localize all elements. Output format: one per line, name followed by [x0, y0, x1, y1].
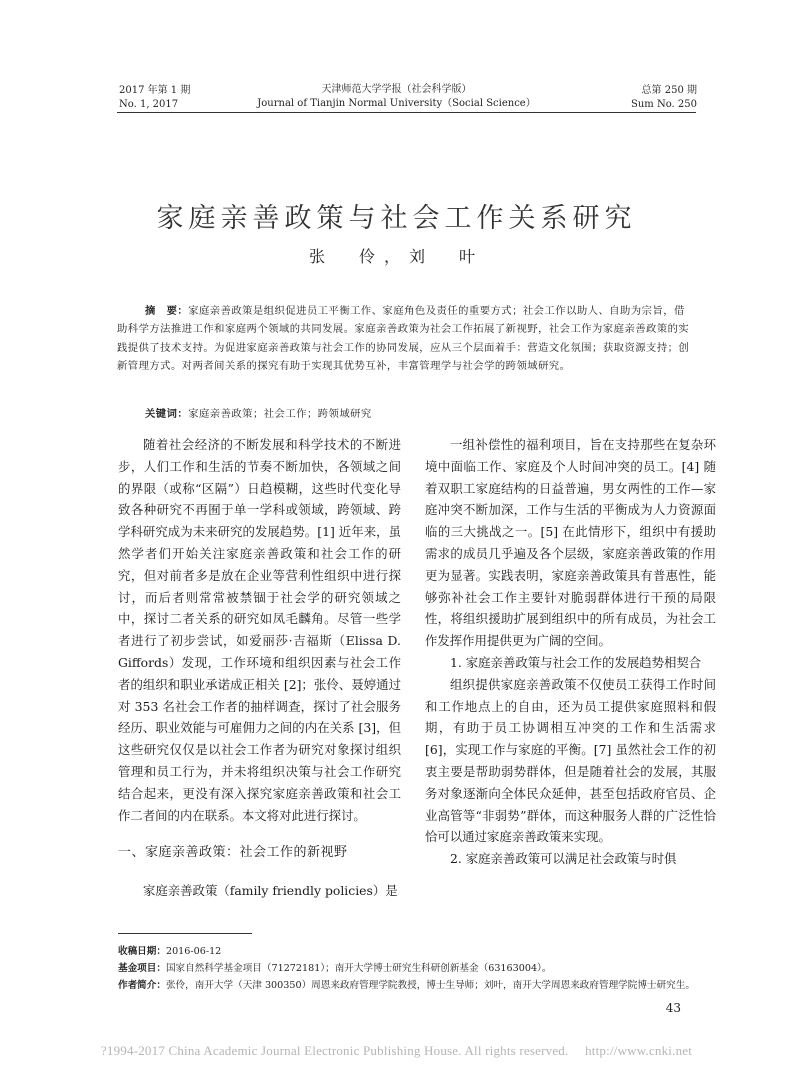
section-heading: 一、家庭亲善政策：社会工作的新视野: [118, 845, 348, 861]
footnote-label: 收稿日期：: [118, 946, 166, 957]
footnote-text: 2016-06-12: [165, 946, 222, 957]
body-paragraph: 随着社会经济的不断发展和科学技术的不断进步，人们工作和生活的节奏不断加快，各领域之间的界限（或称“区隔”）日趋模糊，这些时代变化导致各种研究不再囿于单一学科或领域，跨领域、跨学科研究成为未来研究的发展趋势。[1] 近年来，虽然学者们开始关注家庭亲善政策和社会工作的研究，但对前者多是放在企业等营利性组织中进行探讨，而后者则常常被禁锢于社会学的研究领域之中，探讨二者关系的研究如凤毛麟角。尽管一些学者进行了初步尝试，如爱丽莎·吉福斯（Elissa D. Giffords）发现，工作环境和组织因素与社会工作者的组织和职业承诺成正相关 [2]；张伶、聂婷通过对 353 名社会工作者的抽样调查，探讨了社会服务经历、职业效能与可雇佣力之间的内在关系 [3]，但这些研究仅仅是以社会工作者为研究对象探讨组织管理和员工行为，并未将组织决策与社会工作研究结合起来，更没有深入探究家庭亲善政策和社会工作二者间的内在联系。本文将对此进行探讨。: [118, 437, 401, 823]
header-sum-cn: 总第 250 期: [641, 85, 697, 96]
footnote-received: [118, 945, 221, 959]
body-column-left: [118, 434, 401, 902]
copyright-footer: ?1994-2017 China Academic Journal Electronic Publishing House. All rights reserved. http://www.cnki.net: [100, 1043, 693, 1058]
body-paragraph: 一组补偿性的福利项目，旨在支持那些在复杂环境中面临工作、家庭及个人时间冲突的员工。[4] 随着双职工家庭结构的日益普遍，男女两性的工作—家庭冲突不断加深，工作与生活的平衡成为人力资源面临的三大挑战之一。[5] 在此情形下，组织中有援助需求的成员几乎遍及各个层级，家庭亲善政策的作用更为显著。实践表明，家庭亲善政策具有普惠性，能够弥补社会工作主要针对脆弱群体进行干预的局限性，将组织援助扩展到组织中的所有成员，为社会工作发挥作用提供更为广阔的空间。: [425, 437, 716, 649]
footnote-text: 国家自然科学基金项目（71272181）；南开大学博士研究生科研创新基金（63163004）。: [165, 963, 552, 974]
header-issue-cn: 2017 年第 1 期: [119, 85, 191, 96]
keywords: [145, 405, 372, 420]
subsection-heading: 1. 家庭亲善政策与社会工作的发展趋势相契合: [450, 654, 702, 670]
keywords-label: 关键词：: [145, 408, 189, 420]
footnote-label: 作者简介：: [118, 980, 166, 991]
footnote-label: 基金项目：: [118, 963, 166, 974]
footnote-author: [118, 979, 695, 993]
header-journal-cn: 天津师范大学学报（社会科学版）: [321, 84, 472, 95]
header-issue-en: No. 1, 2017: [119, 99, 179, 110]
footnote-text: 张伶，南开大学（天津 300350）周恩来政府管理学院教授，博士生导师；刘叶，南开大学周恩来政府管理学院博士研究生。: [165, 980, 695, 991]
footnote-fund: [118, 962, 551, 976]
abstract-label: 摘 要：: [145, 305, 189, 317]
paper-authors: 张 伶，刘 叶: [308, 247, 484, 266]
body-paragraph: 家庭亲善政策（family friendly policies）是: [143, 883, 398, 899]
subsection-heading: 2. 家庭亲善政策可以满足社会政策与时俱: [450, 851, 677, 867]
header-rule: [117, 112, 696, 113]
paper-title: 家庭亲善政策与社会工作关系研究: [156, 203, 637, 235]
footnote-rule: [118, 933, 252, 934]
page-number: 43: [665, 1001, 681, 1015]
header-sum: [631, 84, 697, 112]
header-journal-en: Journal of Tianjin Normal University（Social Science）: [257, 98, 536, 109]
abstract: [117, 302, 695, 376]
abstract-text: 家庭亲善政策是组织促进员工平衡工作、家庭角色及责任的重要方式；社会工作以助人、自助为宗旨，借助科学方法推进工作和家庭两个领域的共同发展。家庭亲善政策为社会工作拓展了新视野，社会工作为家庭亲善政策的实践提供了技术支持。为促进家庭亲善政策与社会工作的协同发展，应从三个层面着手：营造文化氛围；获取资源支持；创新管理方式。对两者间关系的探究有助于实现其优势互补，丰富管理学与社会学的跨领域研究。: [117, 305, 690, 373]
keywords-text: 家庭亲善政策；社会工作；跨领域研究: [188, 408, 372, 420]
header-sum-en: Sum No. 250: [631, 99, 697, 110]
body-column-right: [425, 434, 716, 870]
body-paragraph: 组织提供家庭亲善政策不仅使员工获得工作时间和工作地点上的自由，还为员工提供家庭照料和假期，有助于员工协调相互冲突的工作和生活需求 [6]，实现工作与家庭的平衡。[7] 虽然社会工作的初衷主要是帮助弱势群体，但是随着社会的发展，其服务对象逐渐向全体民众延伸，甚至包括政府官员、企业高管等“非弱势”群体，而这种服务人群的广泛性恰恰可以通过家庭亲善政策来实现。: [425, 676, 716, 845]
